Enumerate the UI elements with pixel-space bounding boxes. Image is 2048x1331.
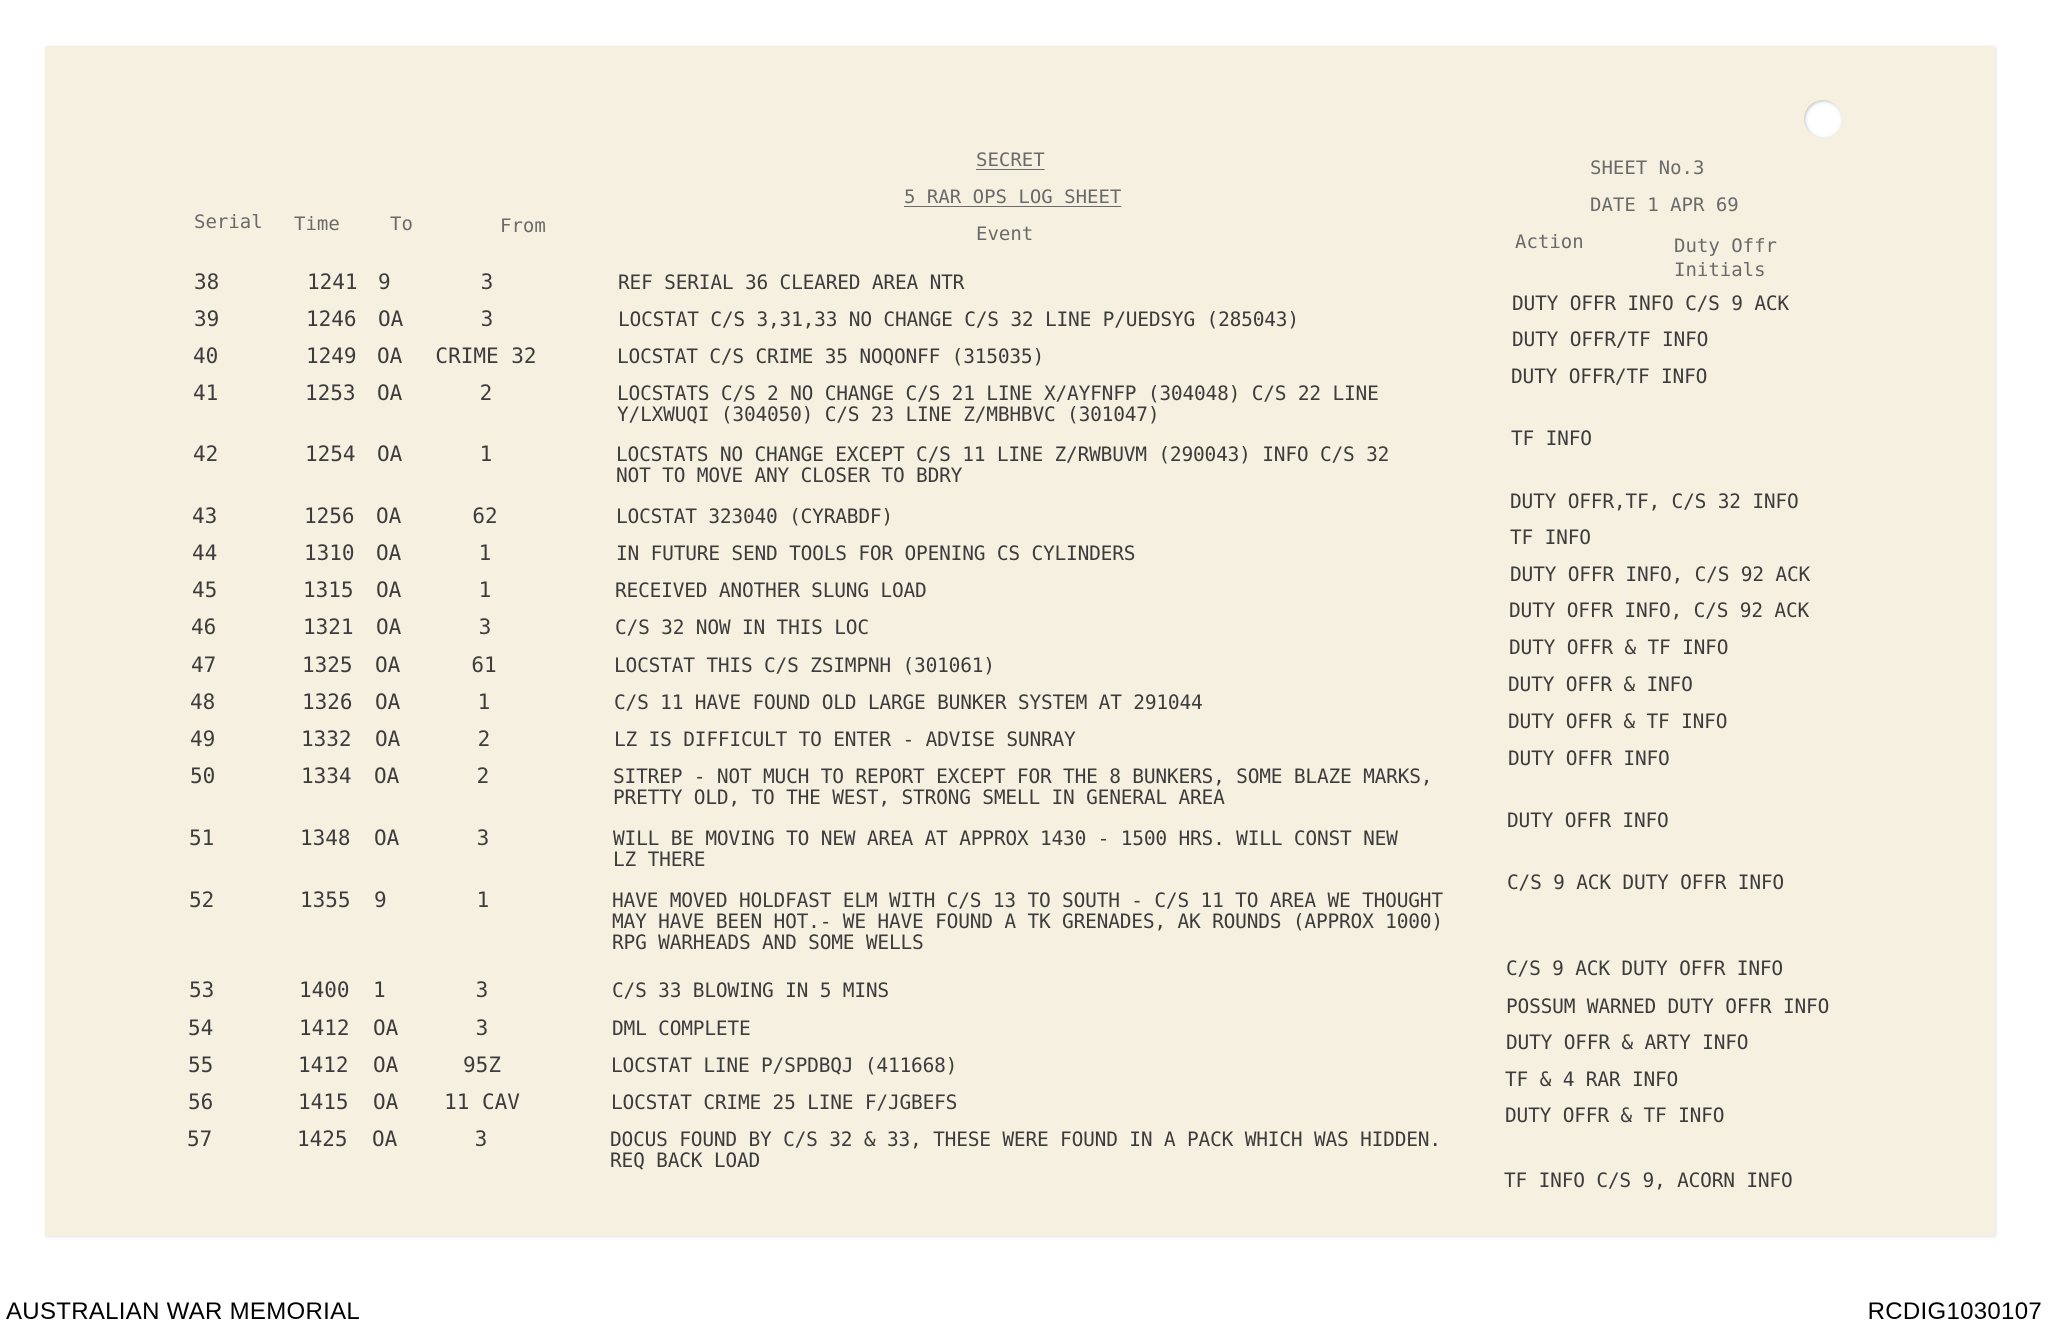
log-from: 1 (476, 888, 490, 912)
sheet-number: SHEET No.3 (1590, 157, 1705, 179)
log-time: 1315 (303, 578, 354, 602)
log-action: TF INFO C/S 9, ACORN INFO (1504, 1169, 1793, 1192)
log-event: LOCSTAT C/S 3,31,33 NO CHANGE C/S 32 LINE P/UEDSYG (285043) (618, 308, 1299, 331)
log-from: 61 (471, 653, 497, 677)
log-time: 1256 (304, 504, 355, 528)
log-serial: 52 (189, 888, 215, 912)
log-time: 1332 (301, 727, 352, 751)
log-action: POSSUM WARNED DUTY OFFR INFO (1506, 995, 1830, 1018)
log-action: C/S 9 ACK DUTY OFFR INFO (1507, 871, 1784, 894)
log-time: 1249 (306, 344, 357, 368)
log-event: IN FUTURE SEND TOOLS FOR OPENING CS CYLINDERS (616, 542, 1136, 565)
column-header-from: From (500, 215, 546, 237)
log-serial: 54 (188, 1016, 214, 1040)
log-action: DUTY OFFR & TF INFO (1509, 636, 1729, 659)
log-serial: 40 (193, 344, 219, 368)
log-to: OA (374, 764, 400, 788)
log-from: 3 (475, 978, 489, 1002)
log-serial: 48 (190, 690, 216, 714)
log-serial: 45 (192, 578, 218, 602)
log-action: DUTY OFFR & TF INFO (1505, 1104, 1725, 1127)
log-event: C/S 33 BLOWING IN 5 MINS (612, 979, 889, 1002)
log-action: TF & 4 RAR INFO (1505, 1068, 1679, 1091)
log-serial: 41 (193, 381, 219, 405)
log-from: 3 (480, 307, 494, 331)
log-action: DUTY OFFR & INFO (1508, 673, 1693, 696)
log-time: 1412 (298, 1053, 349, 1077)
log-to: OA (375, 690, 401, 714)
log-from: CRIME 32 (435, 344, 537, 368)
log-to: OA (377, 381, 403, 405)
log-to: 9 (378, 270, 391, 294)
log-from: 62 (472, 504, 498, 528)
log-action: DUTY OFFR & ARTY INFO (1506, 1031, 1749, 1054)
log-to: OA (373, 1016, 399, 1040)
log-time: 1348 (300, 826, 351, 850)
log-from: 3 (480, 270, 494, 294)
log-event: REF SERIAL 36 CLEARED AREA NTR (618, 271, 965, 294)
log-action: C/S 9 ACK DUTY OFFR INFO (1506, 957, 1783, 980)
log-event: C/S 32 NOW IN THIS LOC (615, 616, 869, 639)
log-event: LOCSTAT C/S CRIME 35 NOQONFF (315035) (617, 345, 1044, 368)
log-from: 2 (479, 381, 493, 405)
column-header-event: Event (976, 223, 1034, 245)
log-time: 1355 (300, 888, 351, 912)
log-from: 2 (476, 764, 490, 788)
column-header-time: Time (294, 213, 340, 235)
archive-source: AUSTRALIAN WAR MEMORIAL (6, 1298, 361, 1325)
log-action: DUTY OFFR & TF INFO (1508, 710, 1728, 733)
log-from: 3 (475, 1016, 489, 1040)
log-from: 2 (477, 727, 491, 751)
log-event: LOCSTAT LINE P/SPDBQJ (411668) (611, 1054, 958, 1077)
log-action: DUTY OFFR INFO (1507, 809, 1669, 832)
log-from: 1 (479, 442, 493, 466)
log-time: 1254 (305, 442, 356, 466)
log-event: LOCSTATS NO CHANGE EXCEPT C/S 11 LINE Z/RWBUVM (290043) INFO C/S 32 NOT TO MOVE ANY CLOSER TO BDRY (616, 443, 1390, 487)
log-action: DUTY OFFR INFO (1508, 747, 1670, 770)
log-from: 1 (478, 578, 492, 602)
log-to: OA (376, 615, 402, 639)
log-from: 3 (478, 615, 492, 639)
log-action: DUTY OFFR/TF INFO (1512, 328, 1709, 351)
log-from: 1 (477, 690, 491, 714)
log-from: 3 (476, 826, 490, 850)
log-serial: 56 (188, 1090, 214, 1114)
log-action: DUTY OFFR,TF, C/S 32 INFO (1510, 490, 1799, 513)
log-event: LOCSTAT CRIME 25 LINE F/JGBEFS (611, 1091, 958, 1114)
log-time: 1325 (302, 653, 353, 677)
log-to: 9 (374, 888, 387, 912)
log-event: WILL BE MOVING TO NEW AREA AT APPROX 1430 - 1500 HRS. WILL CONST NEW LZ THERE (613, 827, 1398, 871)
log-to: 1 (373, 978, 386, 1002)
log-to: OA (372, 1127, 398, 1151)
log-to: OA (375, 653, 401, 677)
log-time: 1415 (298, 1090, 349, 1114)
column-header-duty-offr-initials: Duty Offr Initials (1674, 235, 1777, 281)
log-serial: 50 (190, 764, 216, 788)
log-serial: 47 (191, 653, 217, 677)
log-time: 1326 (302, 690, 353, 714)
log-serial: 44 (192, 541, 218, 565)
log-to: OA (378, 307, 404, 331)
log-to: OA (373, 1090, 399, 1114)
log-to: OA (376, 541, 402, 565)
log-serial: 42 (193, 442, 219, 466)
log-serial: 39 (194, 307, 220, 331)
log-action: TF INFO (1510, 526, 1591, 549)
column-header-serial: Serial (194, 211, 263, 233)
log-time: 1412 (299, 1016, 350, 1040)
log-from: 95Z (463, 1053, 501, 1077)
log-to: OA (376, 504, 402, 528)
log-to: OA (374, 826, 400, 850)
log-to: OA (375, 727, 401, 751)
log-event: RECEIVED ANOTHER SLUNG LOAD (615, 579, 927, 602)
log-time: 1253 (305, 381, 356, 405)
log-event: DML COMPLETE (612, 1017, 751, 1040)
log-time: 1400 (299, 978, 350, 1002)
log-serial: 57 (187, 1127, 213, 1151)
log-event: LOCSTAT 323040 (CYRABDF) (616, 505, 893, 528)
log-from: 11 CAV (444, 1090, 520, 1114)
sheet-date: DATE 1 APR 69 (1590, 194, 1739, 216)
punch-hole (1804, 100, 1842, 138)
column-header-to: To (390, 213, 413, 235)
log-time: 1334 (301, 764, 352, 788)
log-time: 1321 (303, 615, 354, 639)
classification-heading: SECRET (976, 149, 1045, 171)
log-event: LOCSTAT THIS C/S ZSIMPNH (301061) (614, 654, 995, 677)
log-serial: 55 (188, 1053, 214, 1077)
log-from: 1 (478, 541, 492, 565)
document-title: 5 RAR OPS LOG SHEET (904, 186, 1122, 208)
archive-reference: RCDIG1030107 (1867, 1298, 2042, 1325)
log-event: HAVE MOVED HOLDFAST ELM WITH C/S 13 TO SOUTH - C/S 11 TO AREA WE THOUGHT MAY HAVE BEEN HOT.- WE HAVE FOUND A TK GRENADES, AK ROUNDS (APPROX 1000) RPG WARHEADS AND SOME WELLS (612, 889, 1443, 954)
log-event: LZ IS DIFFICULT TO ENTER - ADVISE SUNRAY (614, 728, 1076, 751)
log-event: C/S 11 HAVE FOUND OLD LARGE BUNKER SYSTEM AT 291044 (614, 691, 1203, 714)
log-time: 1310 (304, 541, 355, 565)
log-serial: 49 (190, 727, 216, 751)
log-time: 1241 (307, 270, 358, 294)
column-header-action: Action (1515, 231, 1584, 253)
log-to: OA (373, 1053, 399, 1077)
log-event: DOCUS FOUND BY C/S 32 & 33, THESE WERE FOUND IN A PACK WHICH WAS HIDDEN. REQ BACK LOAD (610, 1128, 1441, 1172)
log-action: DUTY OFFR INFO C/S 9 ACK (1512, 292, 1789, 315)
log-from: 3 (474, 1127, 488, 1151)
log-event: SITREP - NOT MUCH TO REPORT EXCEPT FOR THE 8 BUNKERS, SOME BLAZE MARKS, PRETTY OLD, TO THE WEST, STRONG SMELL IN GENERAL AREA (613, 765, 1433, 809)
log-serial: 43 (192, 504, 218, 528)
log-to: OA (376, 578, 402, 602)
log-serial: 51 (189, 826, 215, 850)
log-to: OA (377, 442, 403, 466)
log-event: LOCSTATS C/S 2 NO CHANGE C/S 21 LINE X/AYFNFP (304048) C/S 22 LINE Y/LXWUQI (304050) C/S 23 LINE Z/MBHBVC (301047) (617, 382, 1379, 426)
log-time: 1246 (306, 307, 357, 331)
log-serial: 53 (189, 978, 215, 1002)
log-action: DUTY OFFR/TF INFO (1511, 365, 1708, 388)
log-action: DUTY OFFR INFO, C/S 92 ACK (1510, 563, 1811, 586)
log-serial: 38 (194, 270, 220, 294)
log-action: TF INFO (1511, 427, 1592, 450)
log-time: 1425 (297, 1127, 348, 1151)
log-serial: 46 (191, 615, 217, 639)
log-action: DUTY OFFR INFO, C/S 92 ACK (1509, 599, 1810, 622)
log-to: OA (377, 344, 403, 368)
